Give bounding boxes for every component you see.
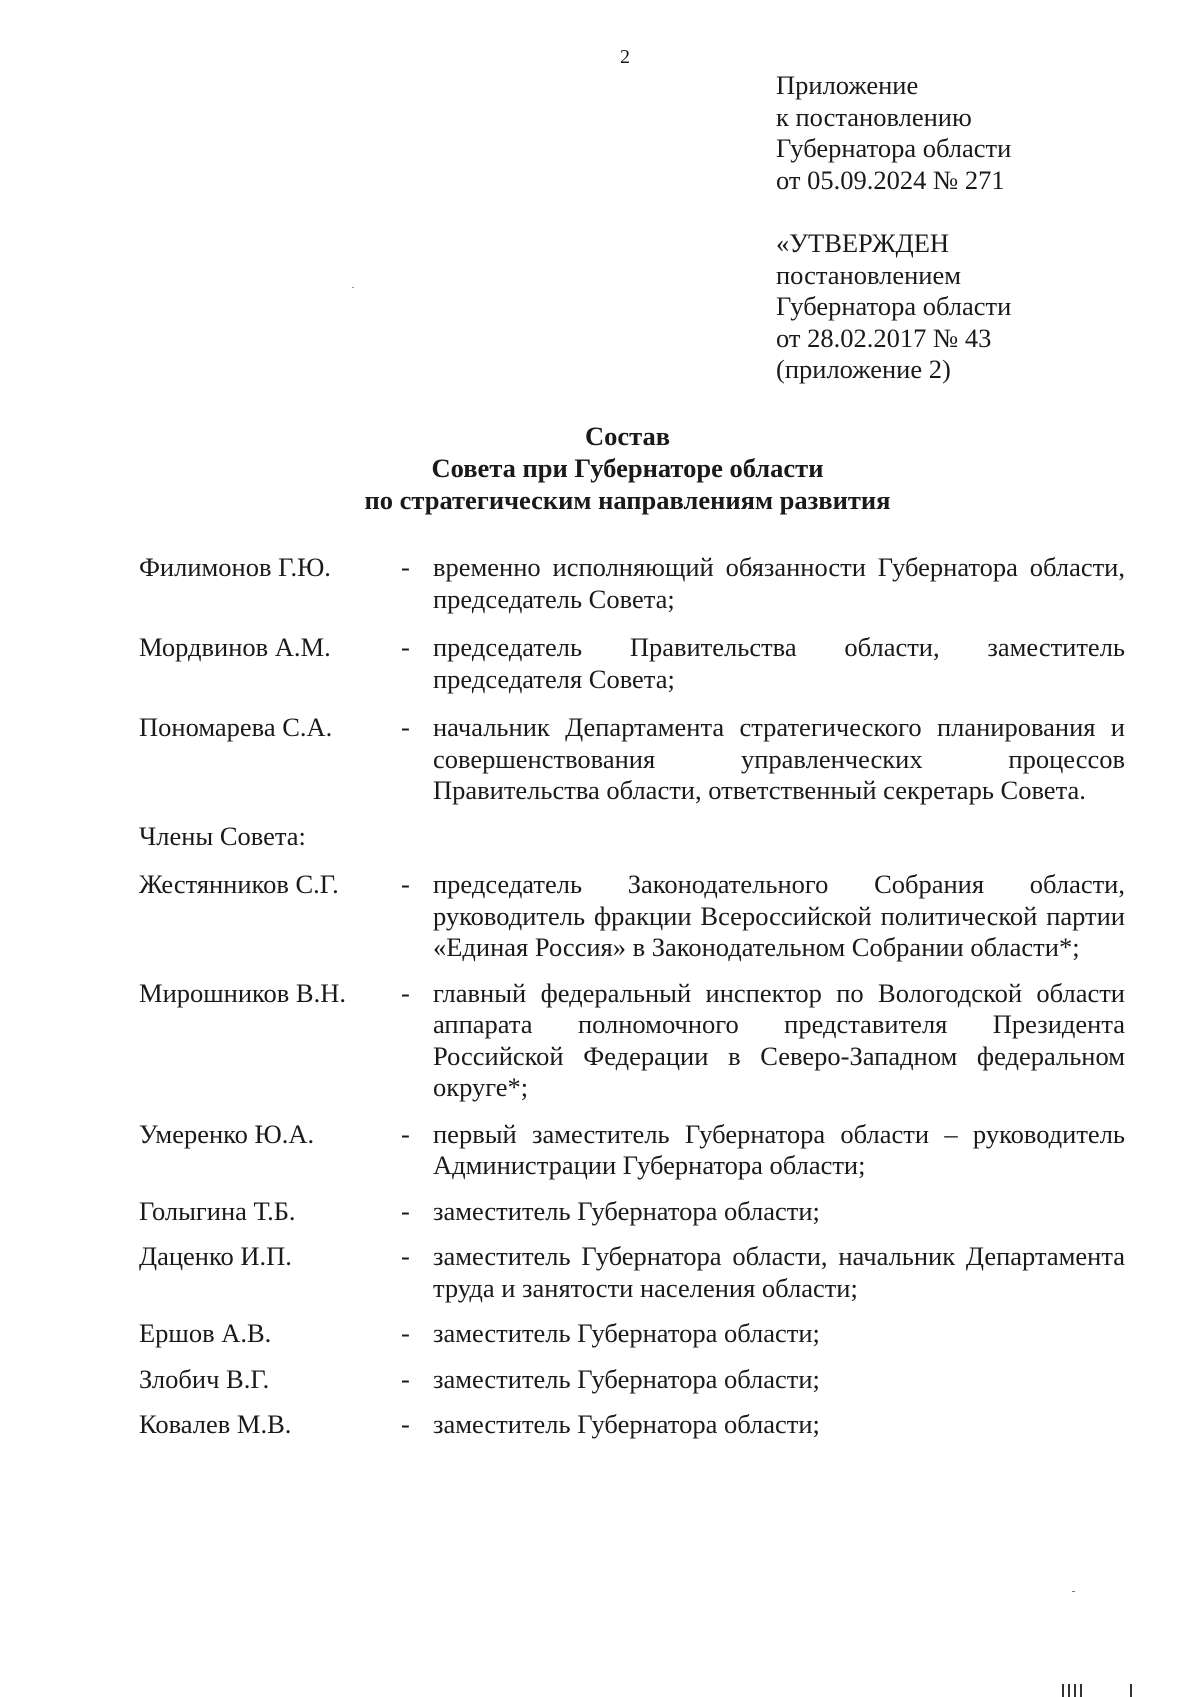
list-item	[139, 552, 1125, 615]
separator-dash: -	[401, 552, 410, 582]
list-item	[139, 632, 1125, 695]
list-item	[139, 1119, 1125, 1182]
document-title	[0, 420, 1200, 516]
page-number: 2	[620, 46, 630, 68]
approved-line: от 28.02.2017 № 43	[776, 322, 992, 353]
approved-header	[776, 228, 1011, 386]
members-group-label: Члены Совета:	[139, 820, 306, 851]
separator-dash: -	[401, 977, 410, 1008]
member-role: председатель Законодательного Собрания области, руководитель фракции Всероссийской политической партии «Единая Россия» в Законодательном Собрании области*;	[433, 869, 1125, 962]
member-name: Ковалев М.В.	[139, 1409, 292, 1439]
approved-line: постановлением	[776, 259, 961, 290]
member-role: первый заместитель Губернатора области – руководитель Администрации Губернатора области;	[433, 1118, 1125, 1180]
appendix-line: Приложение	[776, 70, 919, 100]
council-composition-list	[139, 552, 1125, 1441]
member-role: заместитель Губернатора области;	[433, 1409, 820, 1439]
scan-speck	[352, 287, 354, 288]
appendix-header	[776, 70, 1011, 196]
member-name: Злобич В.Г.	[139, 1363, 270, 1394]
separator-dash: -	[401, 1241, 410, 1271]
approved-line: (приложение 2)	[776, 354, 951, 384]
list-item	[139, 1241, 1125, 1304]
member-name: Жестянников С.Г.	[139, 869, 339, 899]
title-line: по стратегическим направлениям развития	[364, 485, 891, 515]
approved-line: «УТВЕРЖДЕН	[776, 228, 950, 258]
separator-dash: -	[401, 1118, 410, 1149]
member-name: Мордвинов А.М.	[139, 632, 331, 662]
member-role: председатель Правительства области, заместитель председателя Совета;	[433, 632, 1125, 694]
separator-dash: -	[401, 1318, 410, 1348]
list-item	[139, 712, 1125, 807]
member-role: заместитель Губернатора области;	[433, 1195, 820, 1226]
member-name: Пономарева С.А.	[139, 712, 333, 742]
appendix-line: Губернатора области	[776, 133, 1012, 163]
member-role: заместитель Губернатора области;	[433, 1318, 820, 1348]
list-item	[139, 1409, 1125, 1441]
member-name: Голыгина Т.Б.	[139, 1195, 296, 1226]
list-item	[139, 1364, 1125, 1396]
member-name: Даценко И.П.	[139, 1241, 292, 1271]
title-line: Состав	[584, 421, 671, 451]
separator-dash: -	[401, 1409, 410, 1439]
list-item	[139, 1196, 1125, 1228]
appendix-line: к постановлению	[776, 101, 972, 132]
title-line: Совета при Губернаторе области	[431, 453, 824, 483]
member-role: главный федеральный инспектор по Вологодской области аппарата полномочного представителя Президента Российской Федерации в Северо-Западном федеральном округе*;	[433, 977, 1125, 1102]
approved-line: Губернатора области	[776, 291, 1012, 321]
scan-edge-marks	[1062, 1684, 1132, 1697]
member-role: заместитель Губернатора области, начальник Департамента труда и занятости населения области;	[433, 1241, 1125, 1303]
separator-dash: -	[401, 712, 410, 742]
member-role: временно исполняющий обязанности Губернатора области, председатель Совета;	[433, 552, 1125, 614]
list-item	[139, 978, 1125, 1104]
separator-dash: -	[401, 632, 410, 662]
member-name: Филимонов Г.Ю.	[139, 552, 331, 582]
separator-dash: -	[401, 1195, 410, 1226]
member-role: заместитель Губернатора области;	[433, 1363, 820, 1394]
separator-dash: -	[401, 1363, 410, 1394]
member-name: Ершов А.В.	[139, 1318, 272, 1348]
member-name: Умеренко Ю.А.	[139, 1118, 315, 1149]
appendix-line: от 05.09.2024 № 271	[776, 164, 1005, 195]
member-role: начальник Департамента стратегического планирования и совершенствования управленческих процессов Правительства области, ответственный секретарь Совета.	[433, 712, 1125, 805]
list-item	[139, 1318, 1125, 1350]
member-name: Мирошников В.Н.	[139, 977, 346, 1008]
scan-speck	[1072, 1591, 1075, 1592]
list-item	[139, 869, 1125, 964]
separator-dash: -	[401, 869, 410, 899]
